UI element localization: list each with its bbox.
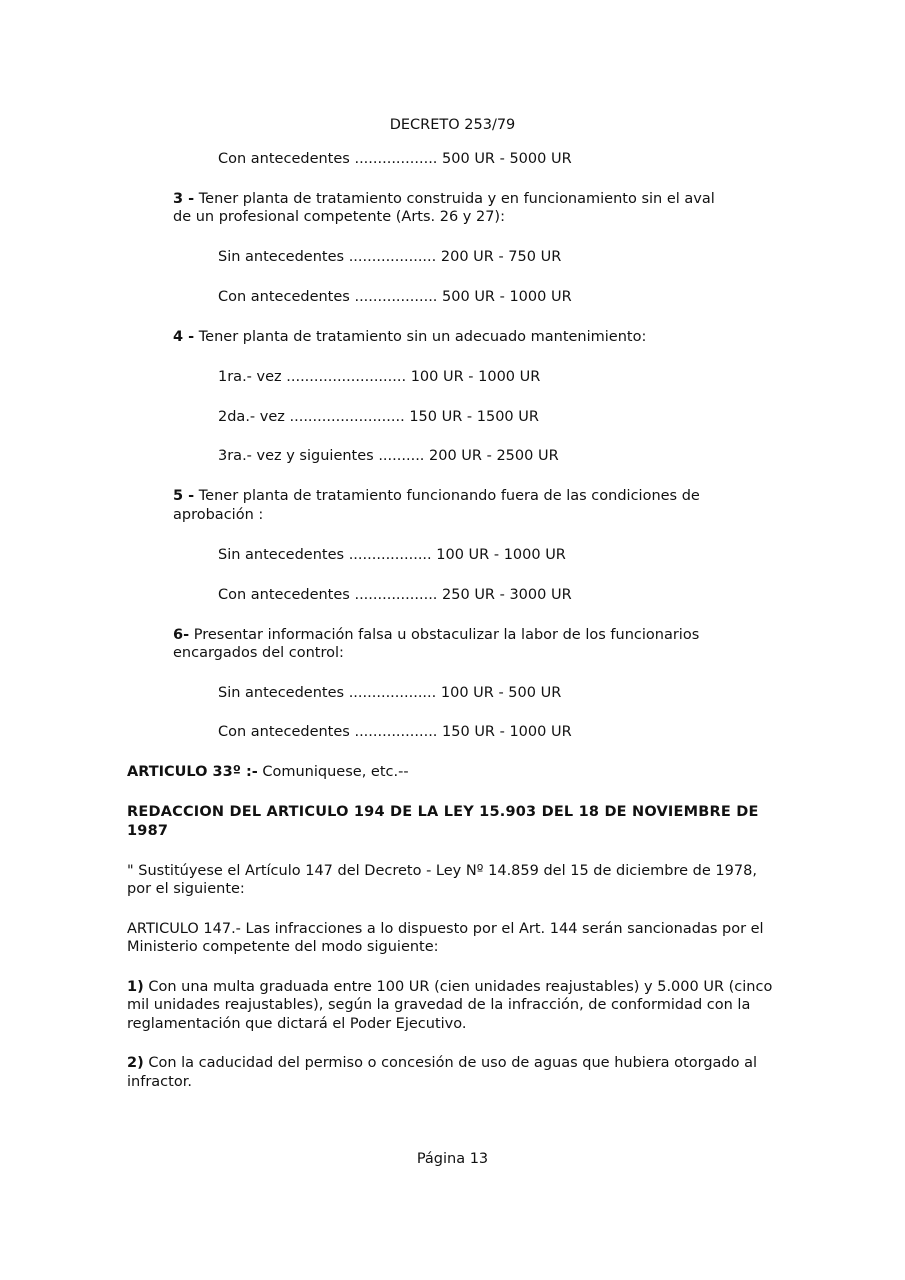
articulo-147-paragraph-cont: Ministerio competente del modo siguiente: (127, 939, 439, 955)
punto-2: 2) Con la caducidad del permiso o concesión de uso de aguas que hubiera otorgado al (127, 1055, 758, 1071)
item4-vez3: 3ra.- vez y siguientes .......... 200 UR - 2500 UR (218, 448, 559, 464)
item3-text-cont: de un profesional competente (Arts. 26 y 27): (173, 209, 505, 225)
item4-text: 4 - Tener planta de tratamiento sin un adecuado mantenimiento: (173, 329, 647, 345)
item5-sin-antecedentes: Sin antecedentes .................. 100 UR - 1000 UR (218, 547, 566, 563)
item6-text: 6- Presentar información falsa u obstaculizar la labor de los funcionarios (173, 627, 700, 643)
punto-1-number: 1) (127, 979, 144, 995)
item4-vez2: 2da.- vez ......................... 150 UR - 1500 UR (218, 409, 539, 425)
item6-sin-antecedentes: Sin antecedentes ................... 100 UR - 500 UR (218, 685, 562, 701)
punto-2-number: 2) (127, 1055, 144, 1071)
articulo-147-paragraph: ARTICULO 147.- Las infracciones a lo dispuesto por el Art. 144 serán sancionadas por el (127, 921, 764, 937)
item3-con-antecedentes: Con antecedentes .................. 500 UR - 1000 UR (218, 289, 572, 305)
redaccion-heading: REDACCION DEL ARTICULO 194 DE LA LEY 15.903 DEL 18 DE NOVIEMBRE DE (127, 804, 759, 820)
item5-con-antecedentes: Con antecedentes .................. 250 UR - 3000 UR (218, 587, 572, 603)
item4-number: 4 - (173, 329, 195, 345)
item4-vez1: 1ra.- vez .......................... 100 UR - 1000 UR (218, 369, 541, 385)
item6-text-cont: encargados del control: (173, 645, 344, 661)
page-header-title: DECRETO 253/79 (389, 117, 516, 133)
item2-con-antecedentes: Con antecedentes .................. 500 UR - 5000 UR (218, 151, 572, 167)
sustituyese-paragraph-cont: por el siguiente: (127, 881, 245, 897)
punto-1: 1) Con una multa graduada entre 100 UR (cien unidades reajustables) y 5.000 UR (cinco (127, 979, 773, 995)
item3-number: 3 - (173, 191, 195, 207)
articulo-33: ARTICULO 33º :- Comuniquese, etc.-- (127, 764, 409, 780)
sustituyese-paragraph: " Sustitúyese el Artículo 147 del Decreto - Ley Nº 14.859 del 15 de diciembre de 1978, (127, 863, 757, 879)
item3-text: 3 - Tener planta de tratamiento construida y en funcionamiento sin el aval (173, 191, 715, 207)
articulo-33-label: ARTICULO 33º :- (127, 764, 258, 780)
redaccion-heading-cont: 1987 (127, 823, 169, 839)
item5-text-cont: aprobación : (173, 507, 264, 523)
punto-1-cont2: reglamentación que dictará el Poder Ejecutivo. (127, 1016, 467, 1032)
page-number: Página 13 (416, 1151, 489, 1167)
item3-sin-antecedentes: Sin antecedentes ................... 200 UR - 750 UR (218, 249, 562, 265)
punto-1-cont: mil unidades reajustables), según la gravedad de la infracción, de conformidad con la (127, 997, 751, 1013)
punto-2-cont: infractor. (127, 1074, 192, 1090)
item6-con-antecedentes: Con antecedentes .................. 150 UR - 1000 UR (218, 724, 572, 740)
item6-number: 6- (173, 627, 190, 643)
item5-text: 5 - Tener planta de tratamiento funcionando fuera de las condiciones de (173, 488, 700, 504)
item5-number: 5 - (173, 488, 195, 504)
